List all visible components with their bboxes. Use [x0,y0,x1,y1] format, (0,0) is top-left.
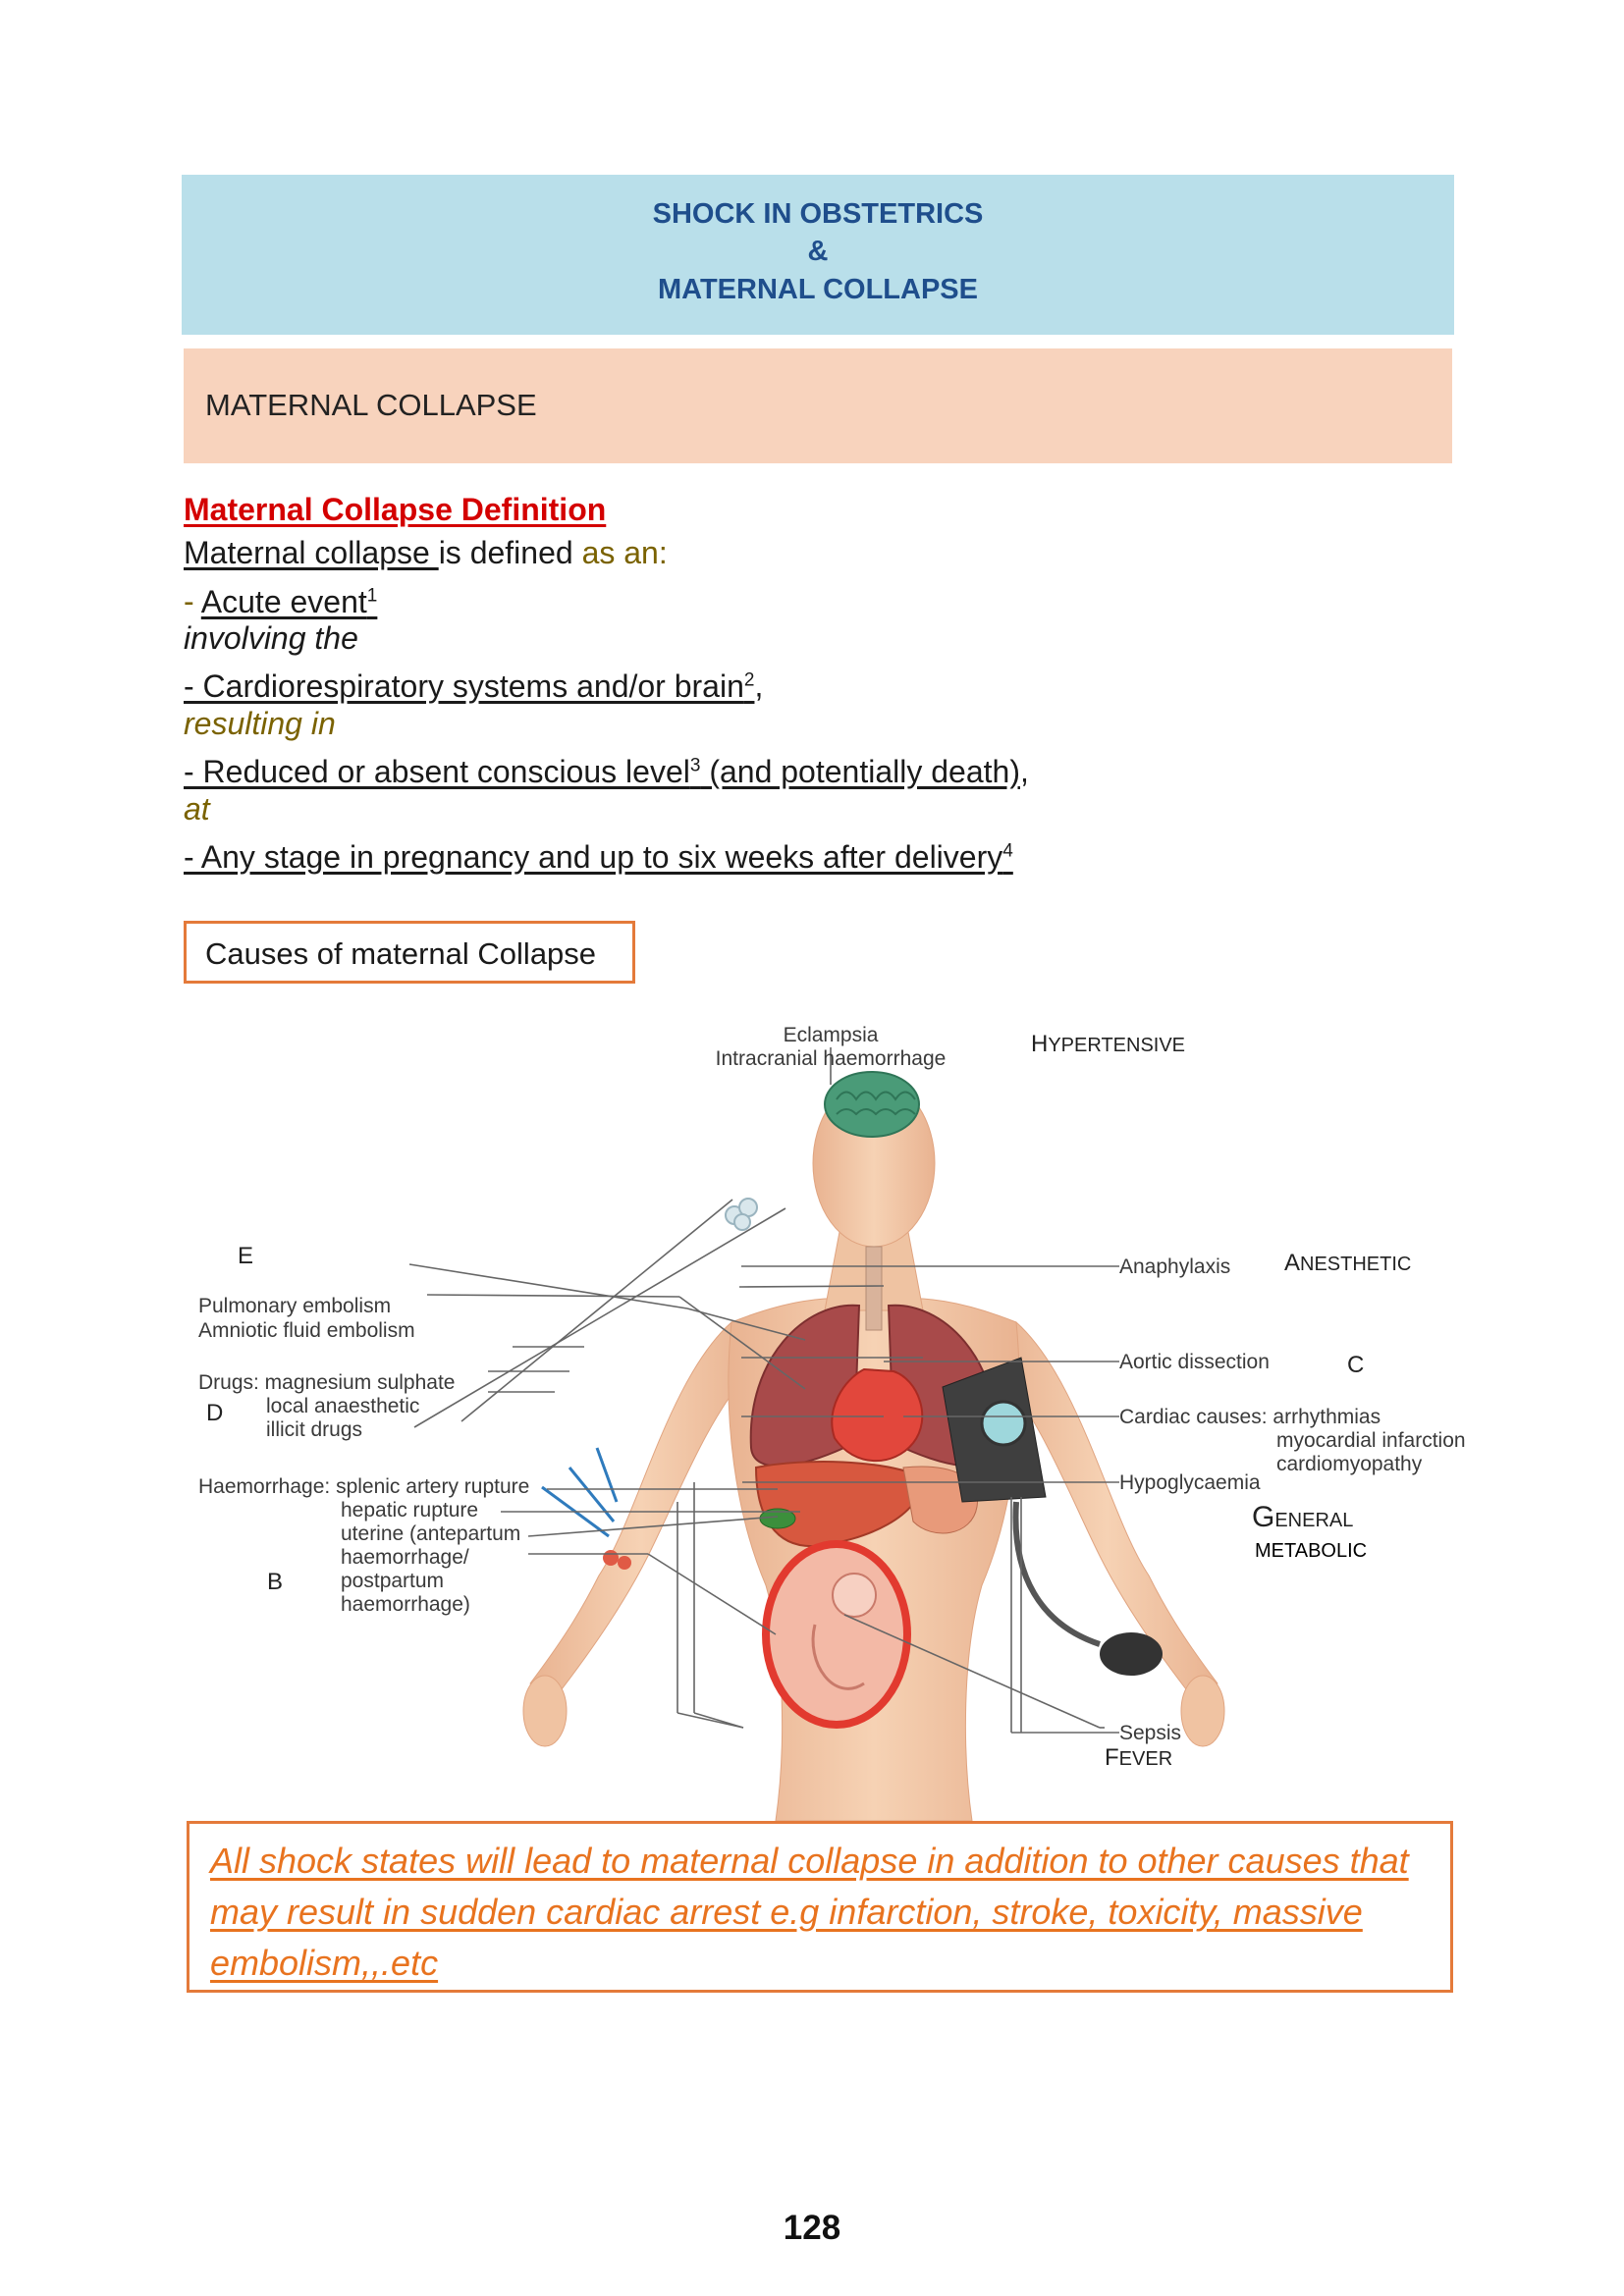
section-banner [184,348,1452,463]
label-intracranial-haemorrhage: Intracranial haemorrhage [715,1047,947,1070]
definition-point-2: - Cardiorespiratory systems and/or brain$^2$, [184,667,764,704]
label-haemorrhage-2: haemorrhage/ [341,1546,469,1569]
label-illicit-drugs: illicit drugs [266,1418,363,1441]
label-uterine: uterine (antepartum [341,1522,521,1545]
note-box [187,1821,1453,1993]
definition-point-1: - Acute event$^1$ [184,583,378,619]
title-line-1: SHOCK IN OBSTETRICS [652,198,984,230]
causes-diagram [177,1006,1492,1821]
section-label: MATERNAL COLLAPSE [205,388,537,422]
definition-heading: Maternal Collapse Definition [184,492,607,527]
label-myocardial-infarction: myocardial infarction [1276,1429,1466,1452]
category-e: E [238,1243,254,1269]
label-eclampsia: Eclampsia [783,1024,879,1046]
category-hypertensive: HYPERTENSIVE [1031,1031,1186,1057]
label-pulmonary-embolism: Pulmonary embolism [198,1295,392,1317]
category-c: C [1347,1352,1365,1378]
title-line-3: MATERNAL COLLAPSE [658,274,978,305]
category-fever: FEVER [1105,1744,1173,1771]
definition-connector-1: involving the [184,620,358,656]
label-hypoglycaemia: Hypoglycaemia [1119,1471,1261,1494]
body-figure [523,1072,1224,1821]
label-hepatic-rupture: hepatic rupture [341,1499,479,1522]
category-d: D [206,1400,224,1426]
syringe-icon [542,1448,617,1536]
definition-connector-3: at [184,791,210,827]
page-number: 128 [783,2209,841,2247]
definition-point-3: - Reduced or absent conscious level$^3$ (and potentially death), [184,753,1029,789]
label-amniotic-fluid-embolism: Amniotic fluid embolism [198,1319,415,1342]
label-sepsis: Sepsis [1119,1722,1182,1744]
label-haemorrhage-3: haemorrhage) [341,1593,470,1616]
label-drugs: Drugs: magnesium sulphate [198,1371,456,1394]
label-cardiomyopathy: cardiomyopathy [1276,1453,1423,1475]
category-b: B [267,1569,284,1595]
label-anaphylaxis: Anaphylaxis [1119,1255,1231,1278]
definition-connector-2: resulting in [184,706,336,741]
causes-label-box [184,921,635,984]
label-aortic-dissection: Aortic dissection [1119,1351,1270,1373]
definition-intro: Maternal collapse is defined as an: [184,535,668,570]
causes-label: Causes of maternal Collapse [205,936,597,971]
category-metabolic: METABOLIC [1255,1540,1368,1562]
note-text: All shock states will lead to maternal collapse in addition to other causes that may result in sudden cardiac arrest e.g infarction, stroke, toxicity, massive embolism,,.etc [210,1841,1409,1983]
label-cardiac-causes: Cardiac causes: arrhythmias [1119,1406,1381,1428]
label-haemorrhage: Haemorrhage: splenic artery rupture [198,1475,530,1498]
injection-site-icon [603,1550,619,1566]
embolism-bubbles-icon [726,1199,757,1230]
category-general: GENERAL [1252,1501,1354,1533]
definition-point-4: - Any stage in pregnancy and up to six weeks after delivery$^4$ [184,838,1013,875]
label-local-anaesthetic: local anaesthetic [266,1395,420,1417]
title-banner [182,175,1454,335]
title-line-2: & [807,236,829,267]
category-anesthetic: ANESTHETIC [1284,1250,1412,1276]
label-postpartum: postpartum [341,1570,445,1592]
